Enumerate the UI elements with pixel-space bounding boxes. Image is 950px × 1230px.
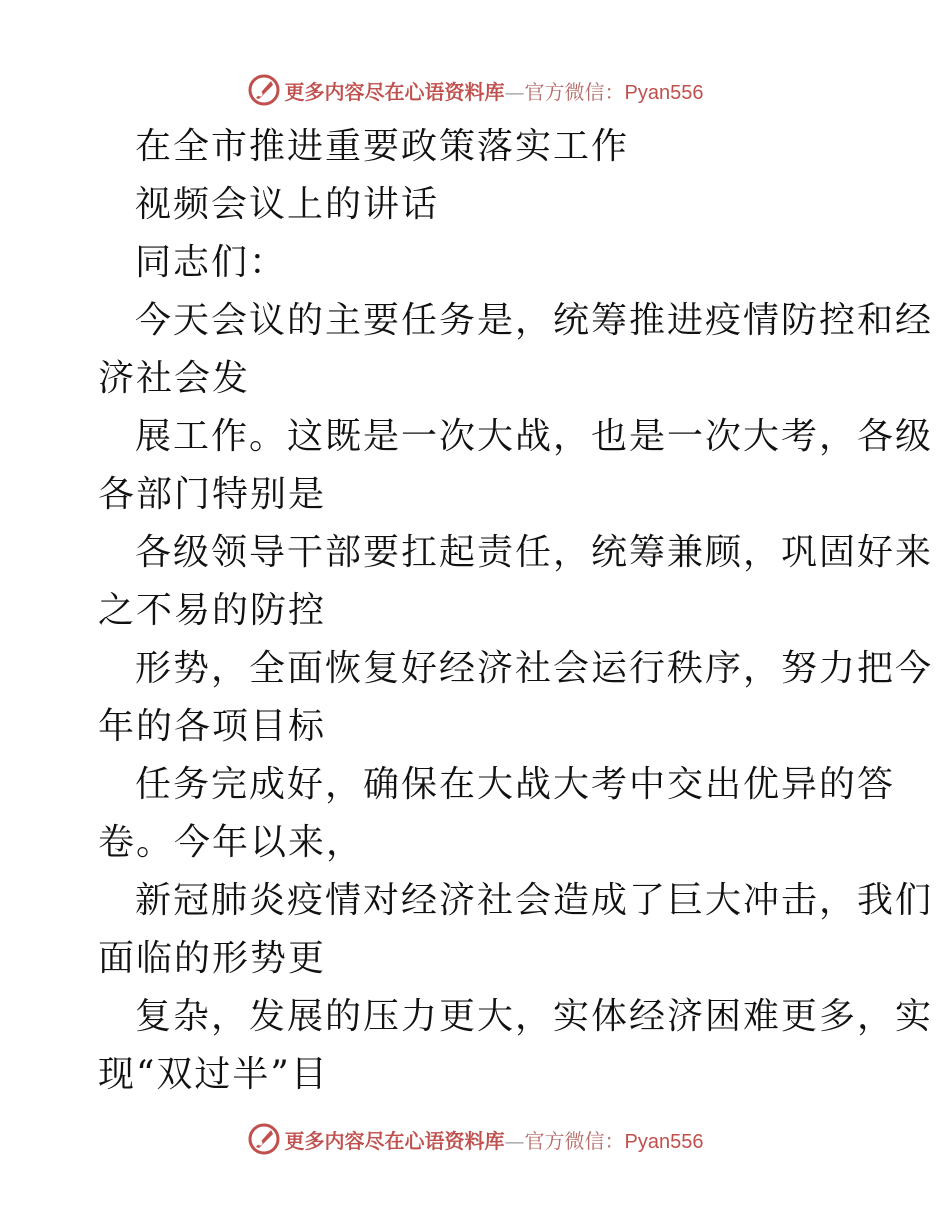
watermark-cn: 更多内容尽在心语资料库 — [284, 79, 505, 104]
watermark-banner-bottom — [0, 1119, 950, 1159]
watermark-wechat-id: Pyan556 — [624, 1130, 704, 1153]
doc-line: 济社会发 — [98, 358, 251, 399]
doc-line: 各部门特别是 — [98, 474, 327, 515]
watermark-wechat-id: Pyan556 — [624, 81, 704, 104]
doc-line: 新冠肺炎疫情对经济社会造成了巨大冲击，我们 — [135, 880, 934, 921]
doc-line: 今天会议的主要任务是，统筹推进疫情防控和经 — [135, 300, 934, 341]
watermark-banner-top — [0, 70, 950, 110]
doc-line: 之不易的防控 — [98, 590, 327, 631]
doc-line: 年的各项目标 — [98, 706, 327, 747]
watermark-separator: — — [504, 79, 525, 104]
doc-line: 卷。今年以来， — [98, 822, 365, 863]
doc-line: 任务完成好，确保在大战大考中交出优异的答 — [135, 764, 896, 805]
doc-line: 复杂，发展的压力更大，实体经济困难更多，实 — [135, 996, 934, 1037]
doc-line: 现“双过半”目 — [98, 1054, 329, 1095]
watermark-wechat-label: 官方微信： — [524, 79, 625, 104]
doc-title-line-1: 在全市推进重要政策落实工作 — [135, 126, 630, 167]
doc-line: 形势，全面恢复好经济社会运行秩序，努力把今 — [135, 648, 934, 689]
watermark-text — [285, 76, 704, 105]
watermark-separator: — — [504, 1128, 525, 1153]
feather-pen-logo-icon — [247, 1122, 281, 1156]
doc-line: 展工作。这既是一次大战，也是一次大考，各级 — [135, 416, 934, 457]
watermark-cn: 更多内容尽在心语资料库 — [284, 1128, 505, 1153]
watermark-text — [285, 1125, 704, 1154]
doc-salutation: 同志们： — [135, 242, 288, 283]
watermark-wechat-label: 官方微信： — [524, 1128, 625, 1153]
feather-pen-logo-icon — [247, 73, 281, 107]
document-body — [98, 118, 934, 1104]
doc-line: 面临的形势更 — [98, 938, 327, 979]
doc-title-line-2: 视频会议上的讲话 — [135, 184, 440, 225]
doc-line: 各级领导干部要扛起责任，统筹兼顾，巩固好来 — [135, 532, 934, 573]
